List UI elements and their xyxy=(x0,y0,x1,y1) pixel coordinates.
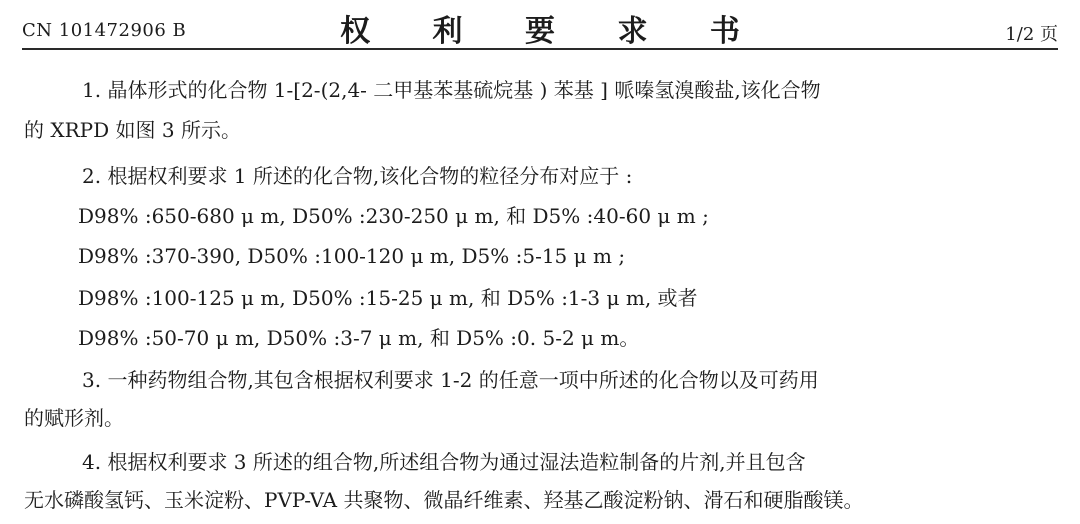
claim-4-line-2: 无水磷酸氢钙、玉米淀粉、PVP-VA 共聚物、微晶纤维素、羟基乙酸淀粉钠、滑石和硬脂酸镁。 xyxy=(24,488,864,512)
claim-3-line-1: 3. 一种药物组合物,其包含根据权利要求 1-2 的任意一项中所述的化合物以及可药用 xyxy=(82,368,819,392)
page-title: 权 利 要 求 书 xyxy=(340,14,766,49)
claim-2-line-1: 2. 根据权利要求 1 所述的化合物,该化合物的粒径分布对应于 : xyxy=(82,164,633,188)
page-header xyxy=(22,0,1058,50)
claim-1-line-1: 1. 晶体形式的化合物 1-[2-(2,4- 二甲基苯基硫烷基 ) 苯基 ] 哌嗪氢溴酸盐,该化合物 xyxy=(82,78,821,102)
claim-2-option-1: D98% :650-680 μ m, D50% :230-250 μ m, 和 D5% :40-60 μ m ; xyxy=(78,204,709,228)
claim-4-line-1: 4. 根据权利要求 3 所述的组合物,所述组合物为通过湿法造粒制备的片剂,并且包含 xyxy=(82,450,806,474)
claim-2-option-3: D98% :100-125 μ m, D50% :15-25 μ m, 和 D5% :1-3 μ m, 或者 xyxy=(78,286,698,310)
patent-number: CN 101472906 B xyxy=(22,20,187,41)
claim-3-line-2: 的赋形剂。 xyxy=(24,406,124,430)
claim-1-line-2: 的 XRPD 如图 3 所示。 xyxy=(24,118,241,142)
header-divider xyxy=(22,48,1058,50)
claim-2-option-2: D98% :370-390, D50% :100-120 μ m, D5% :5-15 μ m ; xyxy=(78,244,626,268)
claim-2-option-4: D98% :50-70 μ m, D50% :3-7 μ m, 和 D5% :0. 5-2 μ m。 xyxy=(78,326,640,350)
page-number: 1/2 页 xyxy=(1005,24,1058,45)
